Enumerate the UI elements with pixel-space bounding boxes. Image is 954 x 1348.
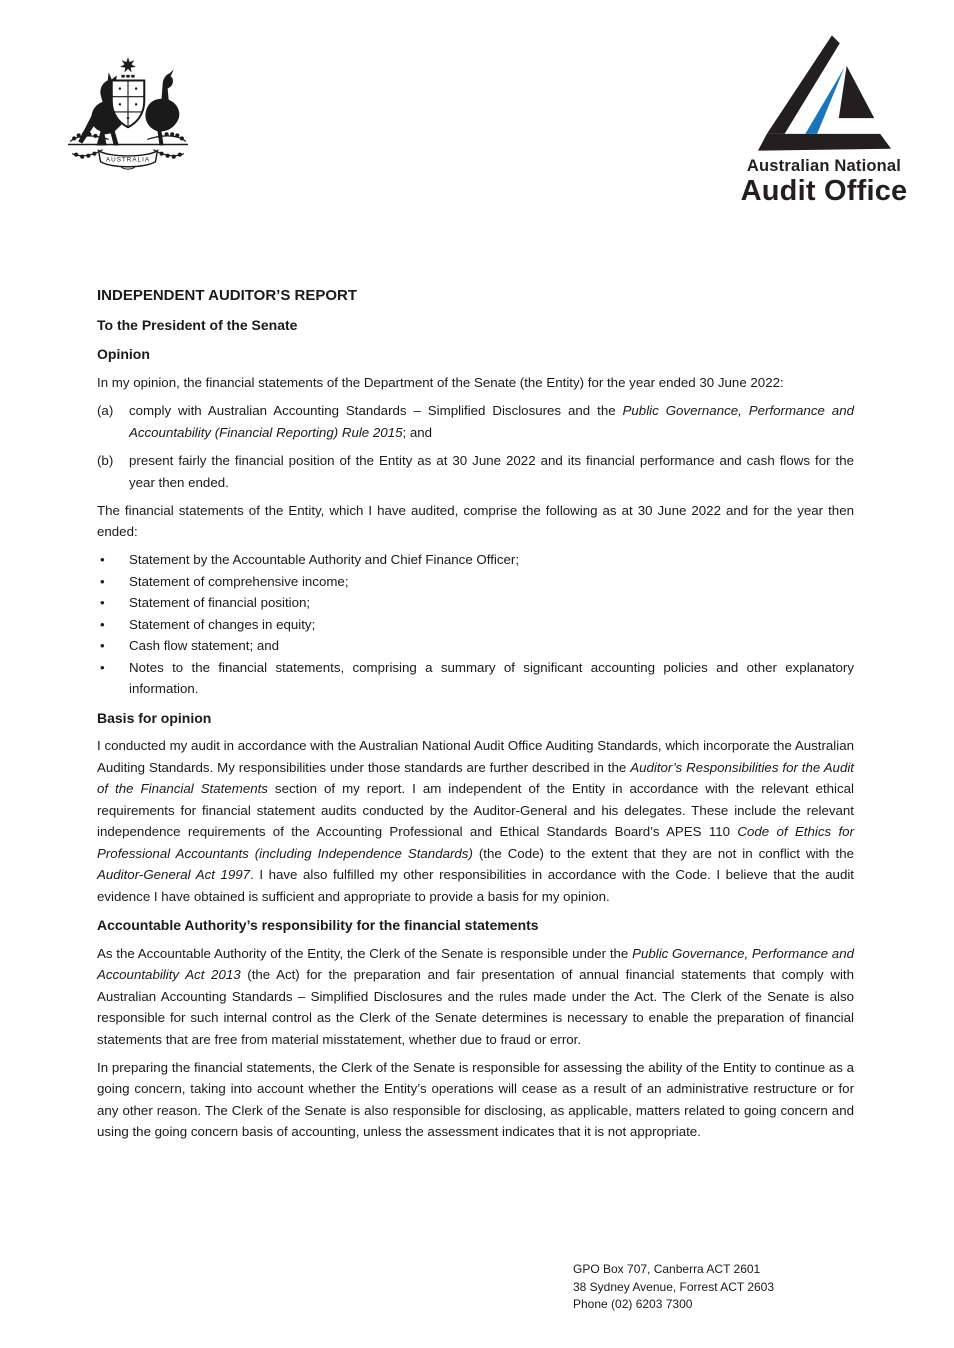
footer-address xyxy=(573,1261,774,1314)
opinion-intro-paragraph: In my opinion, the financial statements of the Department of the Senate (the Entity) for the year ended 30 June 2022: xyxy=(97,374,784,390)
list-item: • Statement of changes in equity; xyxy=(97,614,854,636)
logo-text-line2: Audit Office xyxy=(740,175,908,207)
coat-of-arms xyxy=(66,56,190,170)
opinion-item-a xyxy=(97,400,854,443)
footer-line-street: 38 Sydney Avenue, Forrest ACT 2603 xyxy=(573,1279,775,1294)
anao-logo xyxy=(732,32,916,206)
kangaroo-tail xyxy=(78,116,94,143)
bullet-marker: • xyxy=(100,573,105,589)
report-title: INDEPENDENT AUDITOR’S REPORT xyxy=(97,287,358,304)
australia-banner xyxy=(99,151,158,167)
basis-heading: Basis for opinion xyxy=(97,709,212,726)
list-item: • Statement of comprehensive income; xyxy=(97,571,854,593)
responsibility-heading: Accountable Authority’s responsibility for the financial statements xyxy=(97,917,539,933)
bullet-marker: • xyxy=(100,595,105,610)
footer-line-phone: Phone (02) 6203 7300 xyxy=(573,1297,693,1311)
statements-list xyxy=(97,549,854,700)
basis-paragraph: I conducted my audit in accordance with the Australian National Audit Office Auditing Standards, which incorporate the Australian Auditing Standards. My responsibilities under those standards are further described in the Auditor’s Responsibilities for the Audit of the Financial Statements section of my report. I am independent of the Entity in accordance with the relevant ethical requirements for financial statement audits conducted by the Auditor-General and his delegates. These include the relevant independence requirements of the Accounting Professional and Ethical Standards Board’s APES 110 Code of Ethics for Professional Accountants (including Independence Standards) (the Code) to the extent that they are not in conflict with the Auditor-General Act 1997. I have also fulfilled my other responsibilities in accordance with the Code. I believe that the audit evidence I have obtained is sufficient and appropriate to provide a basis for my opinion. xyxy=(97,738,854,904)
bullet-marker: • xyxy=(100,638,105,653)
list-item: • Notes to the financial statements, comprising a summary of significant accounting policies and other explanatory information. xyxy=(97,657,854,700)
australia-banner-text: AUSTRALIA xyxy=(105,156,151,164)
item-a-text: comply with Australian Accounting Standards – Simplified Disclosures and the Public Governance, Performance and Accountability (Financial Reporting) Rule 2015; and xyxy=(129,403,854,440)
opinion-item-b xyxy=(97,450,854,493)
responsibility-paragraph-2: In preparing the financial statements, the Clerk of the Senate is responsible for assessing the ability of the Entity to continue as a going concern, taking into account whether the Entity’s operations will cease as a result of an administrative restructure or for any other reason. The Clerk of the Senate is also responsible for disclosing, as applicable, matters related to going concern and using the going concern basis of accounting, unless the assessment indicates that it is not appropriate. xyxy=(97,1059,854,1139)
item-b-text: present fairly the financial position of the Entity as at 30 June 2022 and its financial performance and cash flows for the year then ended. xyxy=(129,453,854,490)
bullet-marker: • xyxy=(100,659,105,675)
anao-triangle-icon xyxy=(755,32,893,153)
addressee-heading: To the President of the Senate xyxy=(97,317,298,333)
list-item: • Cash flow statement; and xyxy=(97,635,854,657)
responsibility-paragraph-1: As the Accountable Authority of the Entity, the Clerk of the Senate is responsible under the Public Governance, Performance and Accountability Act 2013 (the Act) for the preparation and fair presentation of annual financial statements that comply with Australian Accounting Standards – Simplified Disclosures and the rules made under the Act. The Clerk of the Senate is also responsible for such internal control as the Clerk of the Senate determines is necessary to enable the preparation of financial statements that are free from material misstatement, whether due to fraud or error. xyxy=(97,945,854,1047)
comprise-intro-paragraph: The financial statements of the Entity, which I have audited, comprise the following as at 30 June 2022 and for the year then ended: xyxy=(97,502,854,539)
list-item: • Statement by the Accountable Authority and Chief Finance Officer; xyxy=(97,549,854,571)
item-b-label: (b) xyxy=(97,453,114,468)
logo-text-line1: Australian National xyxy=(746,157,902,175)
opinion-heading: Opinion xyxy=(97,346,150,362)
list-item: • Statement of financial position; xyxy=(97,592,854,614)
emu-icon xyxy=(145,69,179,145)
bullet-marker: • xyxy=(100,552,105,567)
bullet-marker: • xyxy=(100,616,105,632)
commonwealth-star-icon xyxy=(120,57,136,72)
item-a-label: (a) xyxy=(97,403,114,418)
coat-of-arms-graphic xyxy=(66,56,190,170)
footer-line-gpo: GPO Box 707, Canberra ACT 2601 xyxy=(573,1262,761,1276)
report-body xyxy=(97,285,854,1143)
